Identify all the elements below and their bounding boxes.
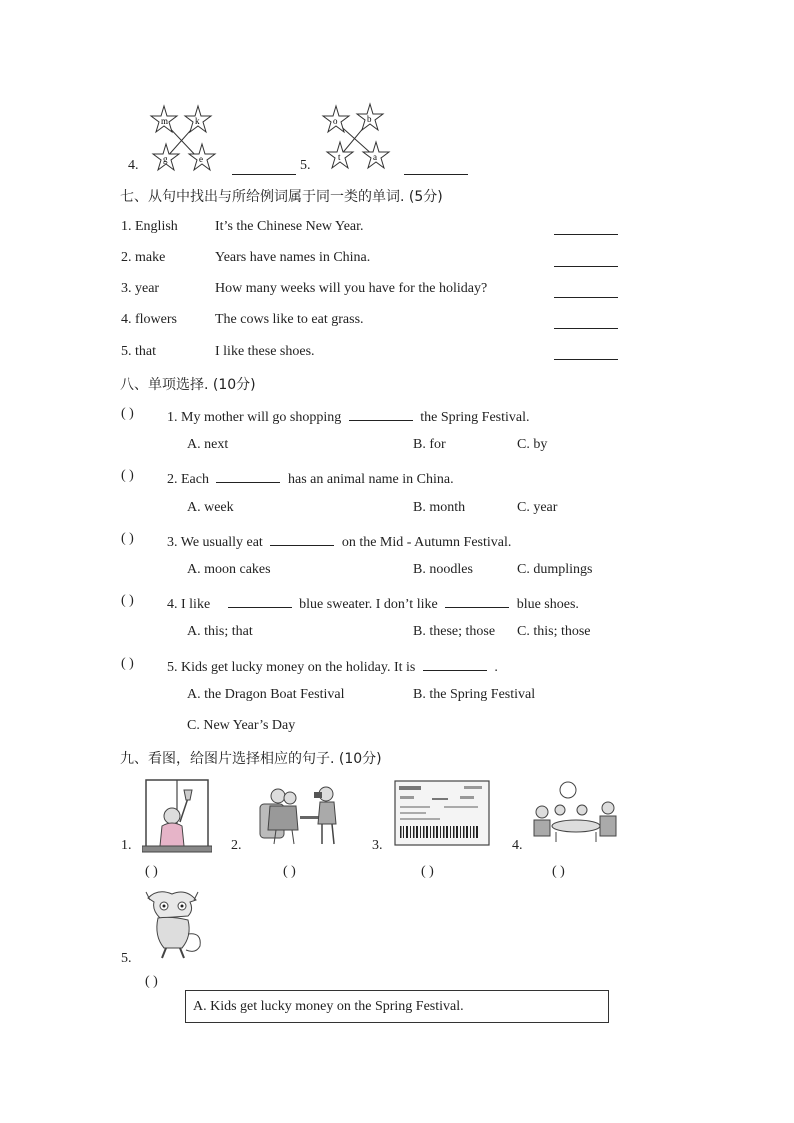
s8-q5-option-c[interactable]: C. New Year’s Day	[187, 718, 296, 733]
s7-word-4: 4. flowers	[121, 312, 177, 327]
s8-q4-mid: blue sweater. I don’t like	[299, 597, 438, 612]
s8-q4-blank-2[interactable]	[445, 593, 509, 608]
s9-number-3: 3.	[372, 838, 383, 853]
s8-q1-post: the Spring Festival.	[420, 410, 530, 425]
question-4-number: 4.	[128, 158, 139, 173]
s8-q2-option-a[interactable]: A. week	[187, 500, 234, 515]
s8-q5-option-a[interactable]: A. the Dragon Boat Festival	[187, 687, 345, 702]
s7-answer-line-4[interactable]	[554, 327, 618, 329]
s8-q3-option-a[interactable]: A. moon cakes	[187, 562, 271, 577]
s7-answer-line-1[interactable]	[554, 233, 618, 235]
s8-q4-paren[interactable]: ( )	[121, 593, 134, 608]
family-dinner-moon-picture	[530, 780, 622, 846]
s8-q5-option-b[interactable]: B. the Spring Festival	[413, 687, 536, 702]
s8-q5-paren[interactable]: ( )	[121, 656, 134, 671]
question-5-number: 5.	[300, 158, 311, 173]
s8-q2-stem	[167, 468, 454, 488]
s8-q2-post: has an animal name in China.	[287, 472, 454, 487]
s8-q5-pre: 5. Kids get lucky money on the holiday. It is	[167, 660, 416, 675]
s8-q4-pre: 4. I like	[167, 597, 211, 612]
star-letter: m	[161, 116, 169, 126]
s8-q4-option-b[interactable]: B. these; those	[413, 624, 496, 639]
answer-line-5[interactable]	[404, 173, 468, 175]
s7-sentence-3: How many weeks will you have for the holiday?	[215, 281, 488, 296]
star-letter: o	[333, 116, 338, 126]
s7-word-5: 5. that	[121, 344, 156, 359]
s8-q3-stem	[167, 531, 511, 551]
s8-q1-pre: 1. My mother will go shopping	[167, 410, 342, 425]
star-letter: t	[338, 152, 341, 162]
s7-answer-line-5[interactable]	[554, 358, 618, 360]
s7-sentence-5: I like these shoes.	[215, 344, 315, 359]
s9-number-1: 1.	[121, 838, 132, 853]
s7-word-2: 2. make	[121, 250, 166, 265]
star-icon	[323, 104, 389, 168]
train-ticket-picture	[394, 780, 490, 846]
s8-q3-option-b[interactable]: B. noodles	[413, 562, 473, 577]
s8-q4-option-c[interactable]: C. this; those	[517, 624, 591, 639]
s8-q5-stem	[167, 656, 498, 676]
letter-stars-4	[146, 102, 224, 174]
star-letter: b	[367, 114, 372, 124]
s8-q4-post: blue shoes.	[516, 597, 579, 612]
star-letter: a	[373, 152, 377, 162]
section-7-title: 七、从句中找出与所给例词属于同一类的单词. (5分)	[120, 189, 443, 205]
s8-q4-blank-1[interactable]	[228, 593, 292, 608]
star-letter: k	[195, 116, 200, 126]
s7-sentence-4: The cows like to eat grass.	[215, 312, 364, 327]
s7-sentence-1: It’s the Chinese New Year.	[215, 219, 364, 234]
s8-q3-pre: 3. We usually eat	[167, 535, 263, 550]
letter-stars-5	[318, 100, 396, 174]
s8-q4-stem	[167, 593, 579, 613]
s8-q1-option-a[interactable]: A. next	[187, 437, 229, 452]
s8-q1-paren[interactable]: ( )	[121, 406, 134, 421]
s8-q5-blank[interactable]	[423, 656, 487, 671]
s7-answer-line-2[interactable]	[554, 265, 618, 267]
s7-answer-line-3[interactable]	[554, 296, 618, 298]
s8-q2-option-c[interactable]: C. year	[517, 500, 558, 515]
section-8-title: 八、单项选择. (10分)	[120, 377, 256, 393]
s8-q2-pre: 2. Each	[167, 472, 209, 487]
family-photo-picture	[256, 784, 352, 846]
s9-number-5: 5.	[121, 951, 132, 966]
s9-answer-paren-4[interactable]: ( )	[552, 864, 565, 879]
s8-q3-option-c[interactable]: C. dumplings	[517, 562, 593, 577]
s9-answer-paren-2[interactable]: ( )	[283, 864, 296, 879]
s8-q4-option-a[interactable]: A. this; that	[187, 624, 253, 639]
sentence-option-a: A. Kids get lucky money on the Spring Festival.	[193, 999, 464, 1014]
s8-q2-option-b[interactable]: B. month	[413, 500, 466, 515]
s8-q1-stem	[167, 406, 530, 426]
s8-q1-blank[interactable]	[349, 406, 413, 421]
s9-number-4: 4.	[512, 838, 523, 853]
s8-q3-blank[interactable]	[270, 531, 334, 546]
answer-line-4[interactable]	[232, 173, 296, 175]
section-9-title: 九、看图，给图片选择相应的句子. (10分)	[120, 751, 382, 767]
s8-q2-paren[interactable]: ( )	[121, 468, 134, 483]
s8-q5-post: .	[494, 660, 498, 675]
s9-number-2: 2.	[231, 838, 242, 853]
s8-q2-blank[interactable]	[216, 468, 280, 483]
s7-word-1: 1. English	[121, 219, 178, 234]
s8-q1-option-c[interactable]: C. by	[517, 437, 548, 452]
s9-answer-paren-3[interactable]: ( )	[421, 864, 434, 879]
star-letter: e	[199, 154, 203, 164]
s8-q1-option-b[interactable]: B. for	[413, 437, 446, 452]
s7-sentence-2: Years have names in China.	[215, 250, 371, 265]
s9-answer-paren-5[interactable]: ( )	[145, 974, 158, 989]
s9-answer-paren-1[interactable]: ( )	[145, 864, 158, 879]
star-letter: g	[163, 154, 168, 164]
girl-cleaning-window-picture	[142, 778, 212, 854]
s8-q3-post: on the Mid - Autumn Festival.	[341, 535, 512, 550]
dragon-picture	[138, 888, 208, 962]
s7-word-3: 3. year	[121, 281, 160, 296]
s8-q3-paren[interactable]: ( )	[121, 531, 134, 546]
sentence-options-box	[185, 990, 609, 1023]
